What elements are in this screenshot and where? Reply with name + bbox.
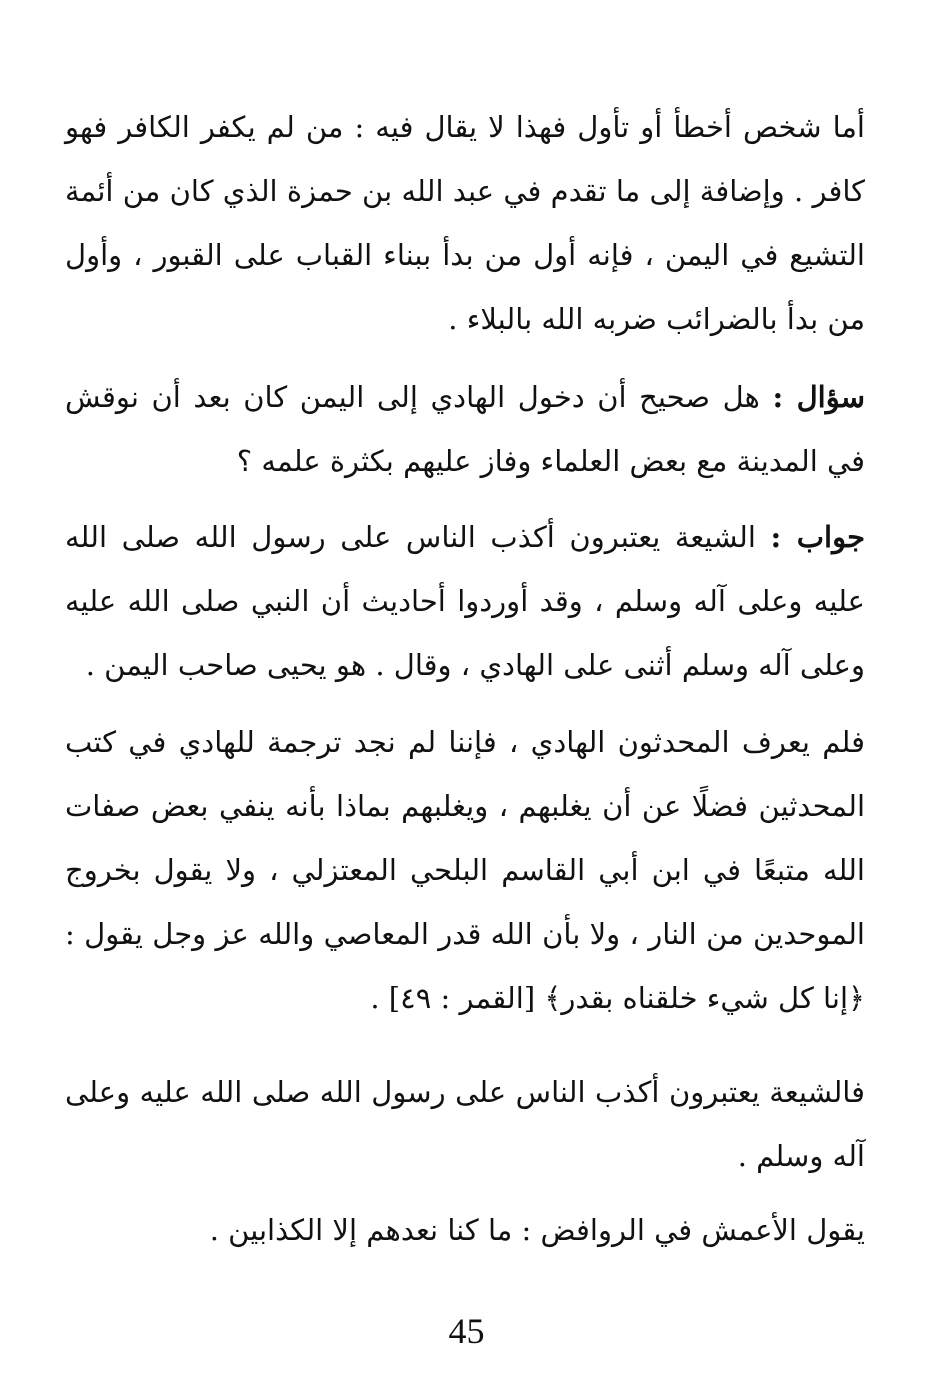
paragraph-hadi: فلم يعرف المحدثون الهادي ، فإننا لم نجد ترجمة للهادي في كتب المحدثين فضلًا عن أن يغلبهم ، ويغلبهم بماذا بأنه ينفي بعض صفات الله متبعًا في ابن أبي القاسم البلحي المعتزلي ، ولا يقول بخروج الموحدين من النار ، ولا بأن الله قدر المعاصي والله عز وجل يقول : ﴿إنا كل شيء خلقناه بقدر﴾ [القمر : ٤٩] . xyxy=(65,725,865,1015)
answer-label: جواب : xyxy=(770,520,866,554)
question-paragraph xyxy=(65,365,865,493)
paragraph-amash: يقول الأعمش في الروافض : ما كنا نعدهم إلا الكذابين . xyxy=(209,1213,865,1247)
answer-paragraph xyxy=(65,505,865,697)
answer-text: الشيعة يعتبرون أكذب الناس على رسول الله صلى الله عليه وعلى آله وسلم ، وقد أوردوا أحاديث أن النبي صلى الله عليه وعلى آله وسلم أثنى على الهادي ، وقال . هو يحيى صاحب اليمن . xyxy=(65,520,865,682)
question-label: سؤال : xyxy=(772,380,866,414)
paragraph-intro: أما شخص أخطأ أو تأول فهذا لا يقال فيه : من لم يكفر الكافر فهو كافر . وإضافة إلى ما تقدم في عبد الله بن حمزة الذي كان من أئمة التشيع في اليمن ، فإنه أول من بدأ ببناء القباب على القبور ، وأول من بدأ بالضرائب ضربه الله بالبلاء . xyxy=(65,110,865,336)
question-text: هل صحيح أن دخول الهادي إلى اليمن كان بعد أن نوقش في المدينة مع بعض العلماء وفاز عليهم بكثرة علمه ؟ xyxy=(65,380,865,478)
page-number: 45 xyxy=(448,1311,485,1351)
paragraph-shia: فالشيعة يعتبرون أكذب الناس على رسول الله صلى الله عليه وعلى آله وسلم . xyxy=(65,1075,865,1173)
